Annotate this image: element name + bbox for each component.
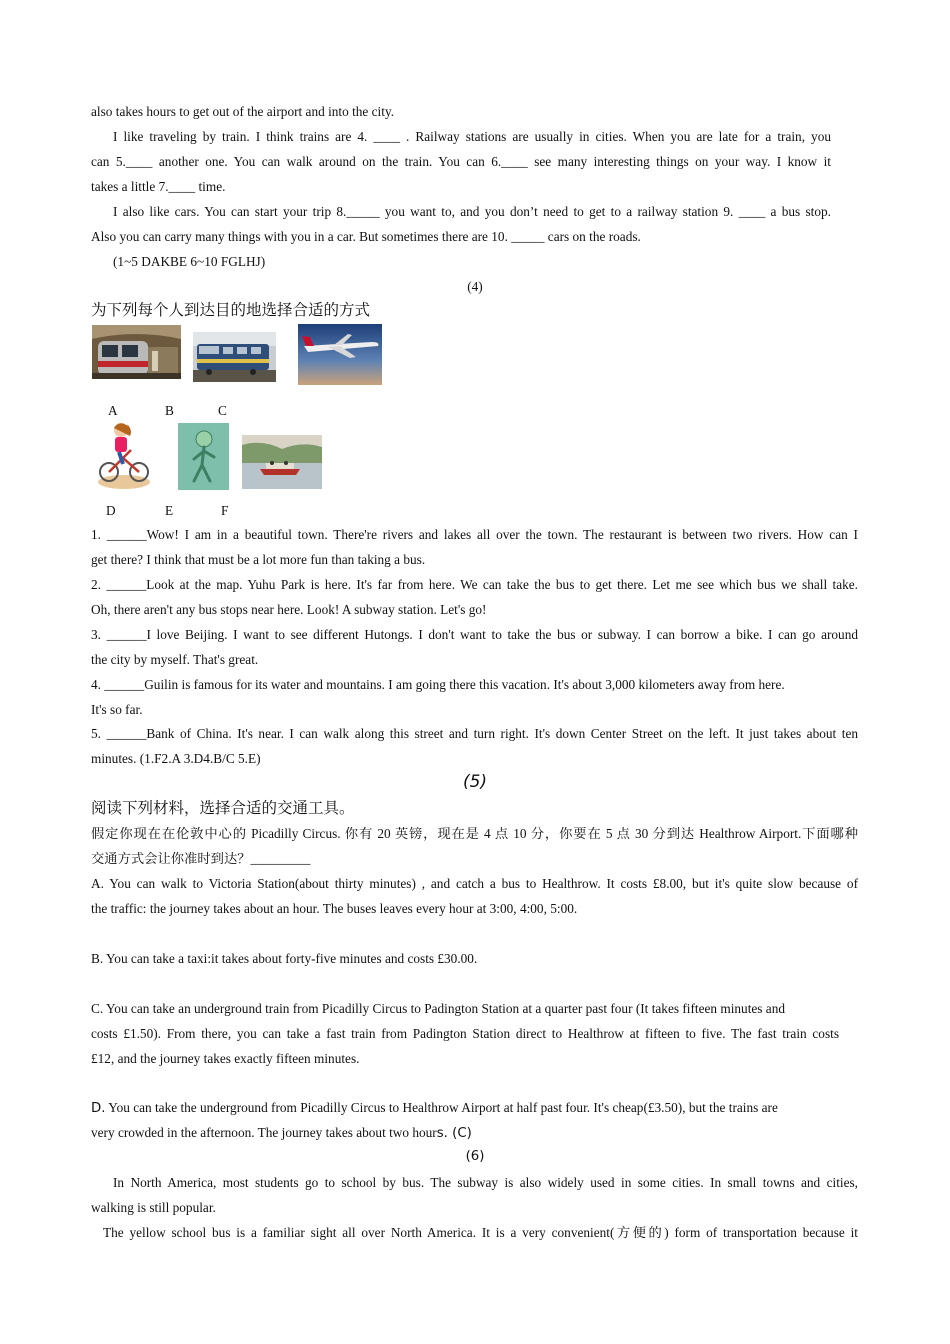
passage-line: can 5.____ another one. You can walk around on the train. You can 6.____ see many interesting things on your way. I know it: [91, 154, 831, 169]
option-line: B. You can take a taxi:it takes about forty-five minutes and costs £30.00.: [91, 951, 478, 966]
option-line: [91, 1120, 472, 1146]
option-text: very crowded in the afternoon. The journey takes about two hour: [91, 1125, 437, 1140]
passage-line: In North America, most students go to school by bus. The subway is also widely used in some cities. In small towns and cities,: [113, 1175, 858, 1190]
image-label: B: [165, 403, 174, 418]
option-line: [91, 1095, 778, 1121]
answer-key: (1~5 DAKBE 6~10 FGLHJ): [113, 254, 266, 269]
question-line: 2. ______Look at the map. Yuhu Park is here. It's far from here. We can take the bus to get there. Let me see which bus we shall take.: [91, 577, 858, 592]
subway-train-photo: [92, 325, 181, 379]
question-line: 5. ______Bank of China. It's near. I can walk along this street and turn right. It's down Center Street on the left. It just takes about ten: [91, 726, 858, 741]
section-number: (6): [465, 1149, 485, 1164]
answer-key: s. (C): [436, 1126, 472, 1141]
passage-line: The yellow school bus is a familiar sight all over North America. It is a very convenient(方便的) form of transportation because it: [103, 1225, 858, 1240]
passage-line: also takes hours to get out of the airport and into the city.: [91, 104, 395, 119]
option-text: You can take the underground from Picadilly Circus to Healthrow Airport at half past four. It's cheap(£3.50), but the trains are: [105, 1100, 778, 1115]
train-photo: [193, 332, 276, 382]
airplane-photo: [298, 324, 382, 385]
question-line: Oh, there aren't any bus stops near here. Look! A subway station. Let's go!: [91, 602, 487, 617]
answer-key: minutes. (1.F2.A 3.D4.B/C 5.E): [91, 751, 261, 766]
question-line: get there? I think that must be a lot more fun than taking a bus.: [91, 552, 426, 567]
section-number: (4): [467, 279, 483, 294]
option-line: £12, and the journey takes exactly fifteen minutes.: [91, 1051, 360, 1066]
option-line: the traffic: the journey takes about an hour. The buses leaves every hour at 3:00, 4:00, 5:00.: [91, 901, 578, 916]
girl-on-bike-picture: [97, 420, 152, 490]
question-line: 1. ______Wow! I am in a beautiful town. There're rivers and lakes all over the town. The restaurant is between two rivers. How can I: [91, 527, 858, 542]
passage-line: walking is still popular.: [91, 1200, 216, 1215]
question-line: the city by myself. That's great.: [91, 652, 259, 667]
passage-line: I also like cars. You can start your trip 8._____ you want to, and you don’t need to get to a railway station 9. ____ a bus stop.: [113, 204, 831, 219]
prompt-line: 假定你现在在伦敦中心的 Picadilly Circus. 你有 20 英镑，现在是 4 点 10 分，你要在 5 点 30 分到达 Healthrow Airport.下面哪种: [91, 826, 858, 841]
image-label: E: [165, 503, 174, 518]
passage-line: Also you can carry many things with you in a car. But sometimes there are 10. _____ cars on the roads.: [91, 229, 641, 244]
section-number: (5): [462, 772, 488, 792]
option-line: C. You can take an underground train from Picadilly Circus to Padington Station at a quarter past four (It takes fifteen minutes and: [91, 1001, 785, 1016]
section-instruction: 为下列每个人到达目的地选择合适的方式: [91, 301, 371, 319]
image-label: A: [108, 403, 118, 418]
passage-line: takes a little 7.____ time.: [91, 179, 226, 194]
option-line: A. You can walk to Victoria Station(about thirty minutes) , and catch a bus to Healthrow. It costs £8.00, but it's quite slow because of: [91, 876, 858, 891]
question-line: It's so far.: [91, 702, 143, 717]
image-label: F: [221, 503, 229, 518]
image-label: D: [106, 503, 116, 518]
prompt-line: 交通方式会让你准时到达？_________: [91, 851, 311, 866]
passage-line: I like traveling by train. I think trains are 4. ____ . Railway stations are usually in cities. When you are late for a train, you: [113, 129, 831, 144]
option-line: costs £1.50). From there, you can take a fast train from Padington Station direct to Healthrow at fifteen to five. The fast train costs: [91, 1026, 839, 1041]
option-letter: D.: [91, 1101, 106, 1116]
boat-on-lake-photo: [242, 435, 322, 489]
section-instruction: 阅读下列材料，选择合适的交通工具。: [91, 799, 355, 817]
question-line: 3. ______I love Beijing. I want to see different Hutongs. I don't want to take the bus or subway. I can borrow a bike. I can go around: [91, 627, 858, 642]
image-label: C: [218, 403, 227, 418]
question-line: 4. ______Guilin is famous for its water and mountains. I am going there this vacation. It's about 3,000 kilometers away from here.: [91, 677, 785, 692]
walking-person-picture: [178, 423, 229, 490]
